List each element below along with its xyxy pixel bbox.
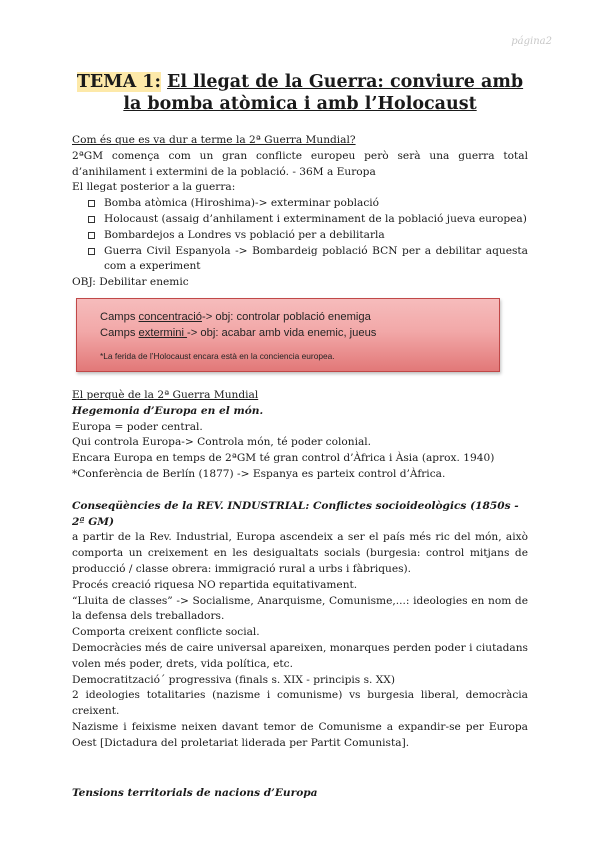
section3-paragraph: Democratització´ progressiva (finals s. XIX - principis s. XX) [72,673,395,686]
section3-paragraph: Comporta creixent conflicte social. [72,626,260,639]
callout-text: -> obj: controlar població enemiga [201,310,371,323]
section2-heading: El perquè de la 2ª Guerra Mundial [72,388,259,401]
page-title [72,71,528,115]
section3-paragraph: “Lluita de classes” -> Socialisme, Anarquisme, Comunisme,...: ideologies en nom de la defensa dels treballadors. [72,594,528,623]
section2-line: Europa = poder central. [72,420,203,433]
section3-heading: Conseqüències de la REV. INDUSTRIAL: Conflictes socioideològics (1850s - 2ª GM) [72,499,519,528]
legacy-list [72,196,528,275]
title-text: El llegat de la Guerra: conviure amb la bomba atòmica i amb l’Holocaust [123,72,524,114]
callout-line-concentracio [100,309,499,325]
section1-question: Com és que es va dur a terme la 2ª Guerra Mundial? [72,134,356,146]
objective-line: OBJ: Debilitar enemic [72,276,189,289]
callout-text: -> obj: acabar amb vida enemic, jueus [187,326,377,339]
checkbox-bullet-icon [88,216,95,223]
checkbox-bullet-icon [88,232,95,239]
checkbox-bullet-icon [88,248,95,255]
section1-paragraph: 2ªGM comença com un gran conflicte europeu però serà una guerra total d’anihilament i extermini de la població. - 36M a Europa [72,149,528,178]
section2-line: Qui controla Europa-> Controla món, té poder colonial. [72,436,372,449]
callout-underlined-term: extermini [138,326,188,339]
checkbox-bullet-icon [88,200,95,207]
callout-text: Camps [100,326,139,339]
camps-callout-box [76,298,500,372]
section3-paragraph: a partir de la Rev. Industrial, Europa ascendeix a ser el país més ric del món, això comporta un creixement en les desigualtats socials (burgesia: control mitjans de producció / classe obrera: immigració rural a urbs i fàbriques). [72,531,528,575]
callout-line-extermini [100,325,499,341]
document-body [72,133,528,801]
callout-underlined-term: concentració [138,310,202,323]
list-item-text: Bomba atòmica (Hiroshima)-> exterminar població [104,197,380,210]
section1-intro: El llegat posterior a la guerra: [72,181,236,194]
section2-line: Encara Europa en temps de 2ªGM té gran control d’Àfrica i Àsia (aprox. 1940) [72,452,495,465]
list-item [88,244,528,276]
list-item-text: Holocaust (assaig d’anhilament i exterminament de la població jueva europea) [104,212,527,225]
list-item [88,228,528,244]
section-perque [72,388,528,483]
section3-paragraph: 2 ideologies totalitaries (nazisme i comunisme) vs burgesia liberal, democràcia creixent. [72,689,528,718]
section2-subheading: Hegemonia d’Europa en el món. [72,404,264,417]
page-number: página2 [511,36,552,47]
list-item [88,196,528,212]
section3-paragraph: Procés creació riquesa NO repartida equitativament. [72,578,358,591]
section-consequencies [72,499,528,752]
section4-heading: Tensions territorials de nacions d’Europa [72,786,318,799]
section2-line: *Conferència de Berlín (1877) -> Espanya es parteix control d’Àfrica. [72,467,446,480]
title-tema-label: TEMA 1: [76,72,161,92]
section3-paragraph: Nazisme i feixisme neixen davant temor de Comunisme a expandir-se per Europa Oest [Dictadura del proletariat liderada per Partit Comunista]. [72,720,528,749]
section-tensions [72,786,528,802]
callout-note: *La ferida de l’Holocaust encara està en la conciencia europea. [100,350,335,361]
list-item [88,212,528,228]
list-item-text: Guerra Civil Espanyola -> Bombardeig població BCN per a debilitar aquesta com a experiment [104,244,528,273]
list-item-text: Bombardejos a Londres vs població per a debilitarla [104,228,385,241]
section3-paragraph: Democràcies més de caire universal apareixen, monarques perden poder i ciutadans volen més poder, drets, vida política, etc. [72,641,528,670]
callout-text: Camps [100,310,139,323]
